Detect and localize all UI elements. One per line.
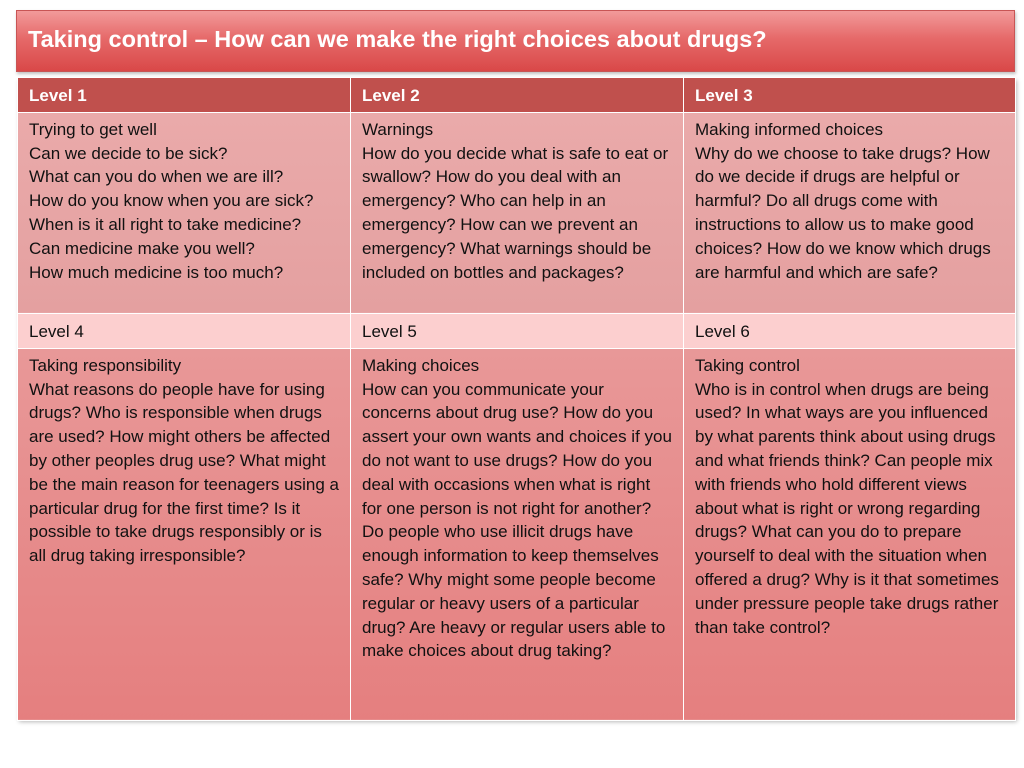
header-cell-level-6: Level 6: [684, 313, 1016, 348]
cell-heading: Taking control: [695, 355, 800, 375]
content-cell-level-2: [351, 112, 684, 313]
cell-body: What reasons do people have for using drugs? Who is responsible when drugs are used? How might others be affected by other peoples drug use? What might be the main reason for teenagers using a particular drug for the first time? Is it possible to take drugs responsibly or is all drug taking irresponsible?: [29, 379, 339, 566]
header-cell-level-4: Level 4: [18, 313, 351, 348]
header-cell-level-1: Level 1: [18, 78, 351, 113]
header-cell-level-5: Level 5: [351, 313, 684, 348]
cell-body: How can you communicate your concerns about drug use? How do you assert your own wants and choices if you do not want to use drugs? How do you deal with occasions when what is right for one person is not right for another? Do people who use illicit drugs have enough information to keep themselves safe? Why might some people become regular or heavy users of a particular drug? Are heavy or regular users able to make choices about drug taking?: [362, 379, 672, 661]
cell-heading: Trying to get well: [29, 119, 157, 139]
content-row-2: [18, 348, 1016, 720]
cell-body: Why do we choose to take drugs? How do we decide if drugs are helpful or harmful? Do all drugs come with instructions to allow us to make good choices? How do we know which drugs are harmful and which are safe?: [695, 143, 991, 282]
header-row-2: [18, 313, 1016, 348]
levels-table-container: [17, 77, 1015, 719]
cell-body: Who is in control when drugs are being used? In what ways are you influenced by what parents think about using drugs and what friends think? Can people mix with friends who hold different views about what is right or wrong regarding drugs? What can you do to prepare yourself to deal with the situation when offered a drug? Why is it that sometimes under pressure people take drugs rather than take control?: [695, 379, 999, 637]
cell-body: Can we decide to be sick? What can you do when we are ill? How do you know when you are sick? When is it all right to take medicine? Can medicine make you well? How much medicine is too much?: [29, 143, 314, 282]
cell-heading: Taking responsibility: [29, 355, 182, 375]
header-row-1: [18, 78, 1016, 113]
cell-body: How do you decide what is safe to eat or swallow? How do you deal with an emergency? Who can help in an emergency? How can we prevent an emergency? What warnings should be included on bottles and packages?: [362, 143, 669, 282]
levels-table: [17, 77, 1016, 721]
cell-heading: Warnings: [362, 119, 434, 139]
content-row-1: [18, 112, 1016, 313]
content-cell-level-4: [18, 348, 351, 720]
content-cell-level-6: [684, 348, 1016, 720]
header-cell-level-2: Level 2: [351, 78, 684, 113]
slide-title: Taking control – How can we make the right choices about drugs?: [28, 26, 767, 52]
content-cell-level-1: [18, 112, 351, 313]
header-cell-level-3: Level 3: [684, 78, 1016, 113]
cell-heading: Making informed choices: [695, 119, 884, 139]
slide-title-bar: [16, 10, 1015, 72]
cell-heading: Making choices: [362, 355, 480, 375]
content-cell-level-3: [684, 112, 1016, 313]
content-cell-level-5: [351, 348, 684, 720]
